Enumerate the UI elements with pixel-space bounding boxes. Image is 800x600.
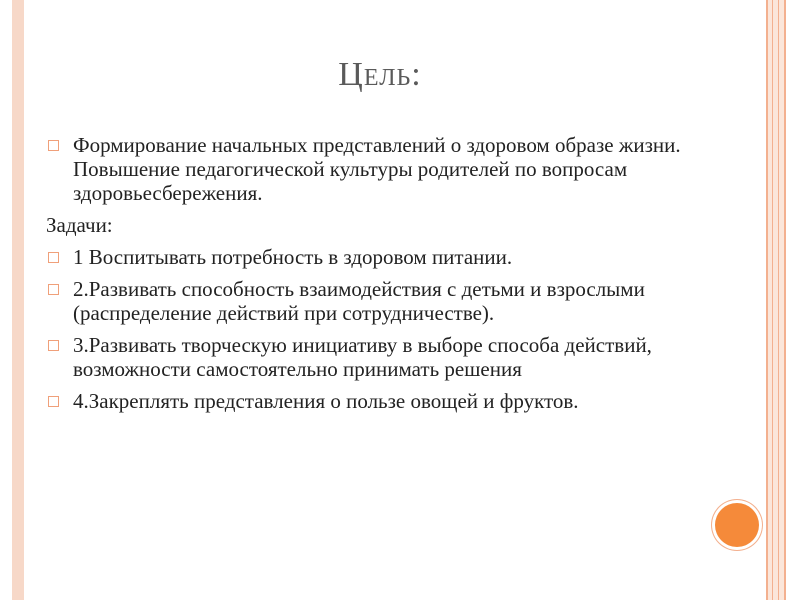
square-bullet-icon (48, 396, 59, 407)
right-decorative-border-inner (772, 0, 779, 600)
task-text: 3.Развивать творческую инициативу в выборе способа действий, возможности самостоятельно принимать решения (73, 333, 652, 381)
task-item (46, 389, 726, 413)
decorative-orange-circle (712, 500, 762, 550)
tasks-label: Задачи: (46, 213, 113, 237)
task-text: 1 Воспитывать потребность в здоровом питании. (73, 245, 513, 269)
square-bullet-icon (48, 340, 59, 351)
goal-text: Формирование начальных представлений о здоровом образе жизни. Повышение педагогической культуры родителей по вопросам здоровьесбережения. (73, 133, 681, 205)
square-bullet-icon (48, 252, 59, 263)
square-bullet-icon (48, 284, 59, 295)
task-text: 4.Закреплять представления о пользе овощей и фруктов. (73, 389, 579, 413)
goal-bullet (46, 133, 726, 205)
task-item (46, 333, 726, 381)
task-item (46, 277, 726, 325)
square-bullet-icon (48, 140, 59, 151)
task-text: 2.Развивать способность взаимодействия с детьми и взрослыми (распределение действий при сотрудничестве). (73, 277, 645, 325)
task-item (46, 245, 726, 269)
page-title: Цель: (338, 56, 422, 93)
slide-content (46, 133, 726, 421)
